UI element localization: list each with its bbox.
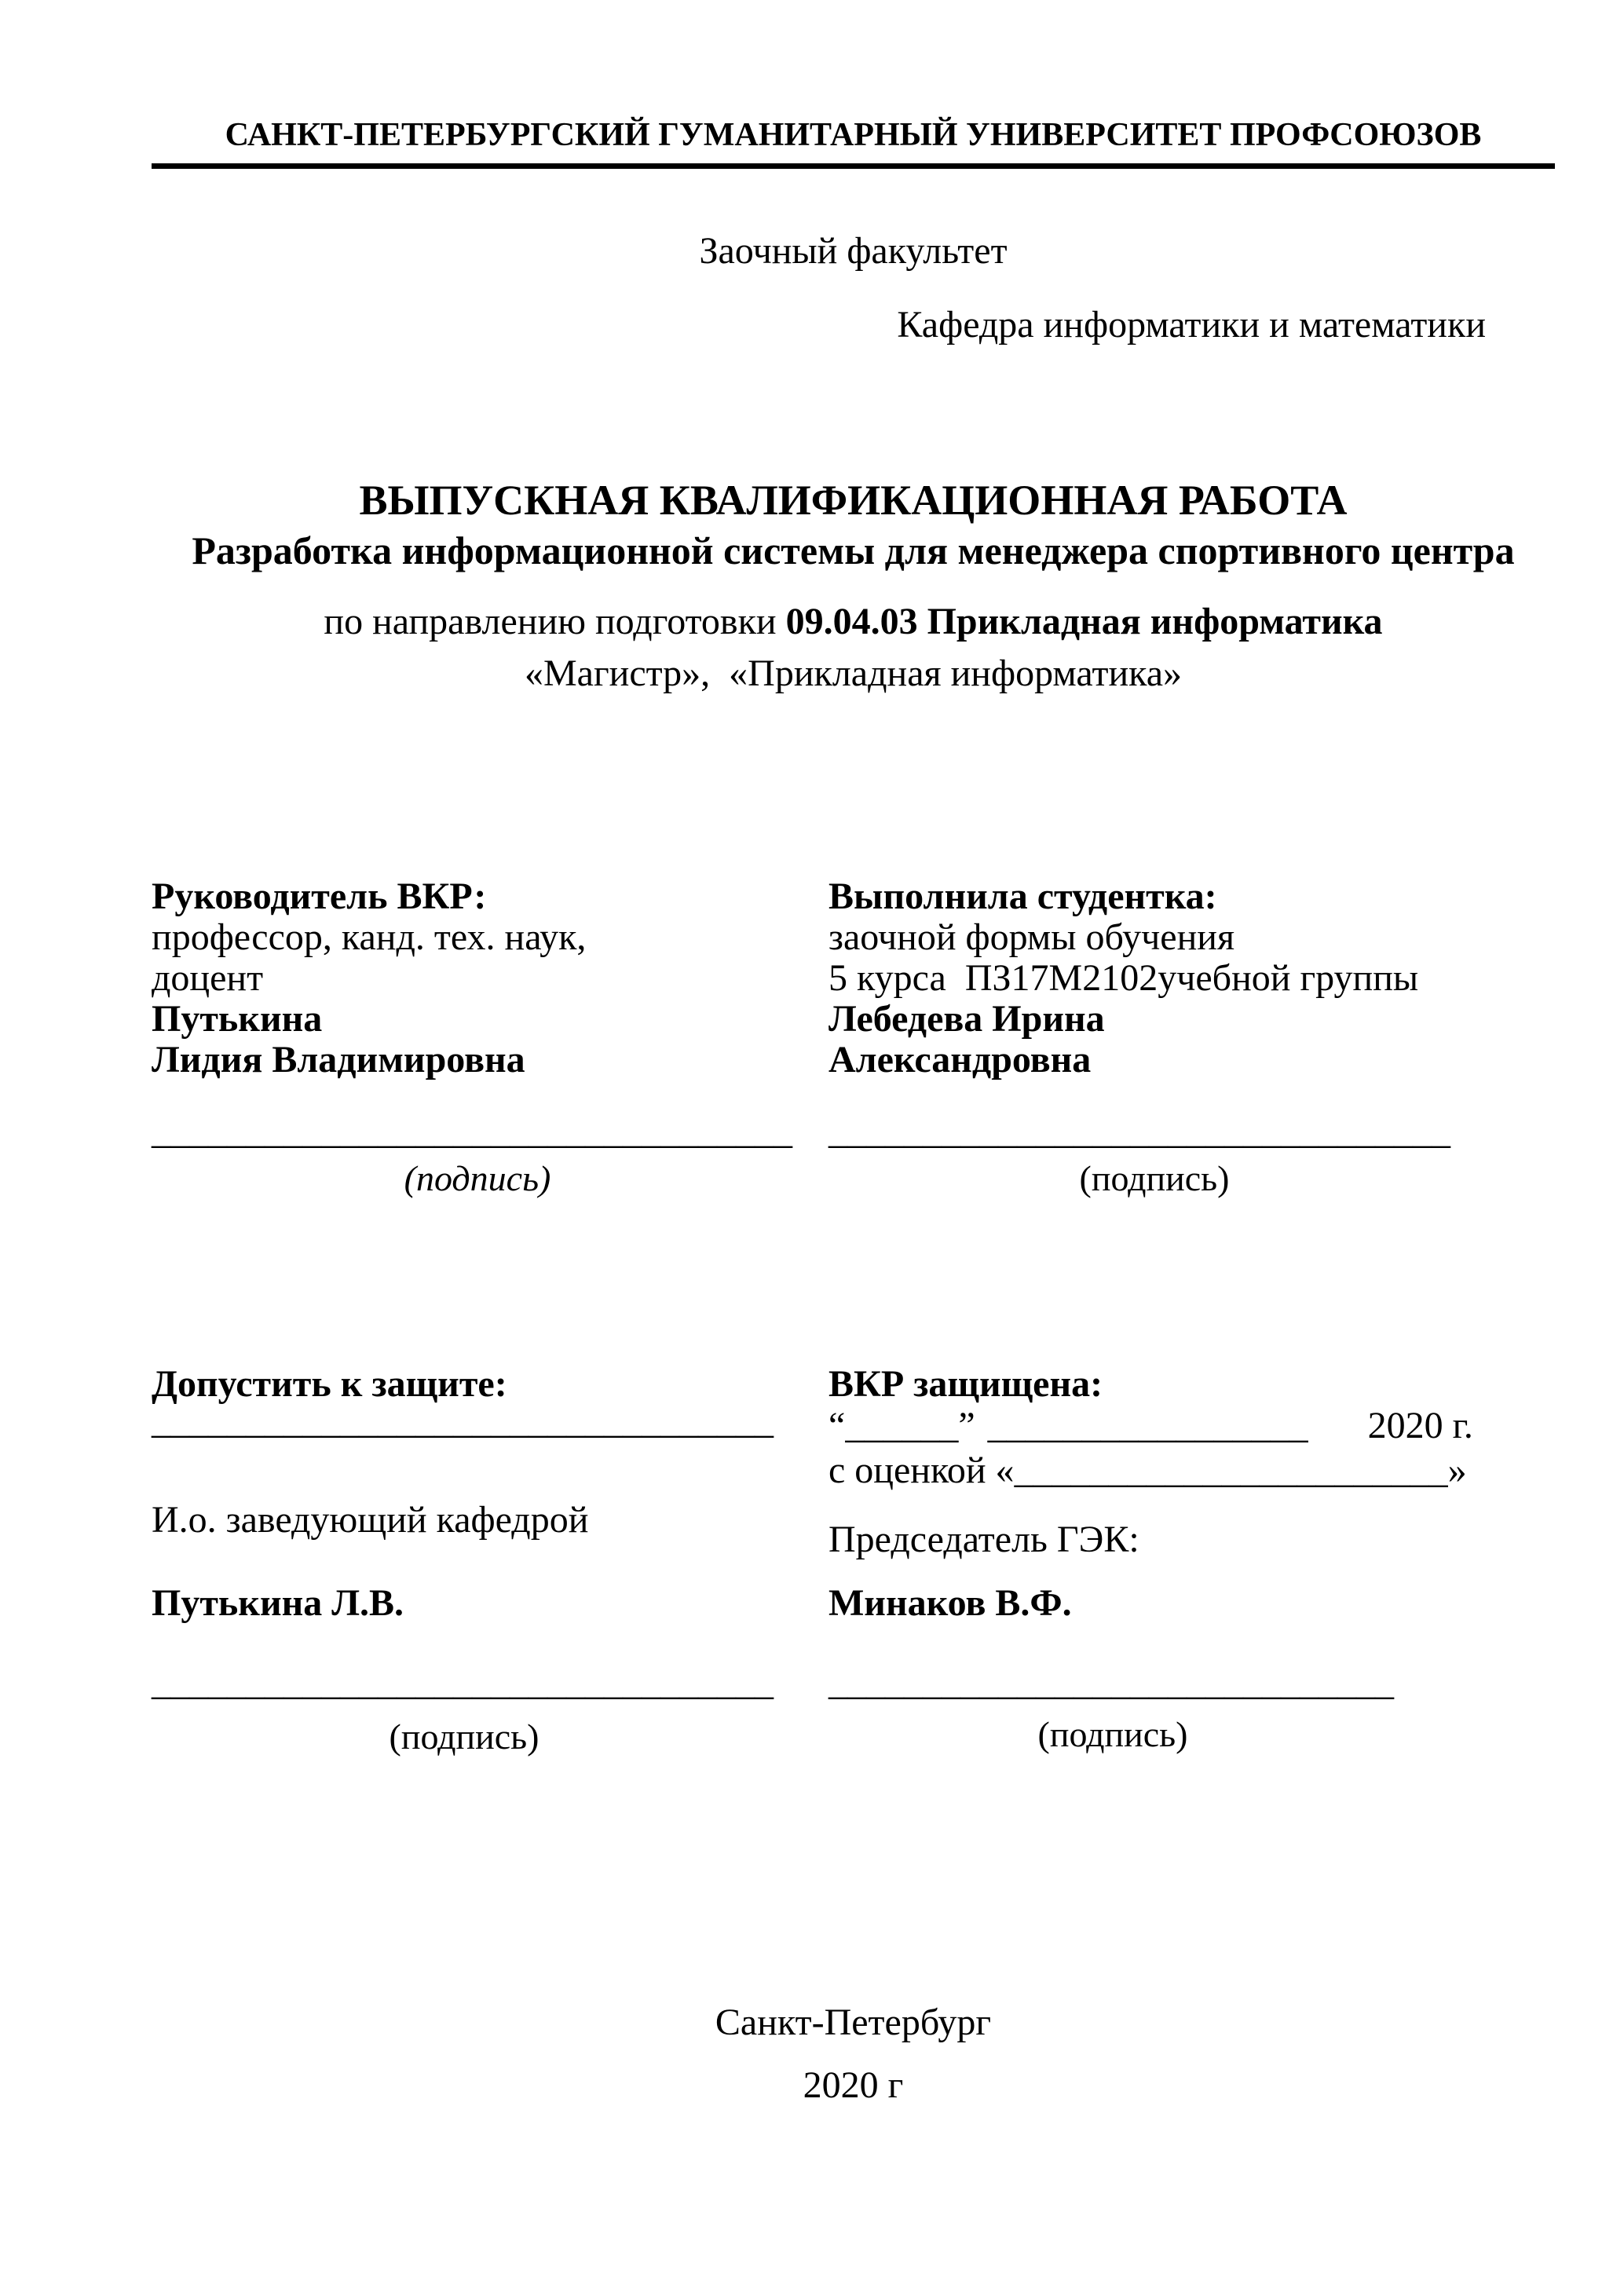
work-type-title: ВЫПУСКНАЯ КВАЛИФИКАЦИОННАЯ РАБОТА [359, 477, 1348, 524]
student-group-line: 5 курса ПЗ17М2102учебной группы [828, 957, 1419, 999]
department-line: Кафедра информатики и математики [897, 304, 1486, 345]
chairman-name: Минаков В.Ф. [828, 1582, 1072, 1624]
supervisor-signature-line: __________________________________ [152, 1110, 792, 1152]
defense-heading: ВКР защищена: [828, 1363, 1103, 1405]
defense-date-line [828, 1404, 1480, 1447]
admission-blank-line: _________________________________ [152, 1400, 774, 1442]
work-title: Разработка информационной системы для менеджера спортивного центра [192, 528, 1515, 572]
supervisor-rank-line: доцент [152, 957, 264, 999]
admission-role: И.о. заведующий кафедрой [152, 1499, 589, 1541]
supervisor-heading: Руководитель ВКР: [152, 876, 487, 917]
student-patronymic: Александровна [828, 1039, 1092, 1080]
date-month-blank: _________________ [987, 1405, 1308, 1446]
program-code: 09.04.03 Прикладная информатика [785, 601, 1383, 642]
program-line [152, 600, 1555, 643]
admission-signature-caption: (подпись) [389, 1717, 540, 1757]
date-quote-open: “ [828, 1405, 846, 1446]
student-block [828, 876, 1480, 1080]
defense-signature-line: ______________________________ [828, 1662, 1394, 1703]
supervisor-degree-line: профессор, канд. тех. наук, [152, 916, 587, 958]
admission-name: Путькина Л.В. [152, 1582, 404, 1624]
student-surname: Лебедева Ирина [828, 998, 1105, 1040]
supervisor-given-names: Лидия Владимировна [152, 1039, 525, 1080]
grade-prefix: с оценкой « [828, 1450, 1015, 1491]
degree-line: «Магистр», «Прикладная информатика» [524, 653, 1183, 694]
admission-heading: Допустить к защите: [152, 1363, 507, 1405]
defense-signature-caption: (подпись) [1037, 1714, 1188, 1754]
student-heading: Выполнила студентка: [828, 876, 1217, 917]
admission-signature-line: _________________________________ [152, 1662, 774, 1703]
chairman-role: Председатель ГЭК: [828, 1519, 1139, 1560]
grade-blank: _______________________ [1014, 1450, 1448, 1491]
date-quote-close: ” [958, 1405, 975, 1446]
student-signature-line: _________________________________ [828, 1110, 1450, 1152]
footer-block [152, 1991, 1555, 2117]
program-prefix: по направлению подготовки [324, 601, 786, 642]
supervisor-block [152, 876, 803, 1080]
university-name: САНКТ-ПЕТЕРБУРГСКИЙ ГУМАНИТАРНЫЙ УНИВЕРСИТЕТ ПРОФСОЮЗОВ [225, 117, 1482, 153]
grade-suffix: » [1447, 1450, 1467, 1491]
date-day-blank: ______ [845, 1405, 959, 1446]
header-rule [152, 163, 1555, 169]
student-signature-caption: (подпись) [1079, 1158, 1230, 1198]
footer-year: 2020 г [803, 2064, 904, 2106]
defense-grade-line [828, 1449, 1480, 1492]
faculty-line: Заочный факультет [699, 230, 1008, 272]
footer-city: Санкт-Петербург [715, 2002, 992, 2043]
supervisor-surname: Путькина [152, 998, 323, 1040]
date-year: 2020 г. [1367, 1405, 1473, 1446]
student-form-line: заочной формы обучения [828, 916, 1235, 958]
supervisor-signature-caption: (подпись) [404, 1158, 551, 1198]
